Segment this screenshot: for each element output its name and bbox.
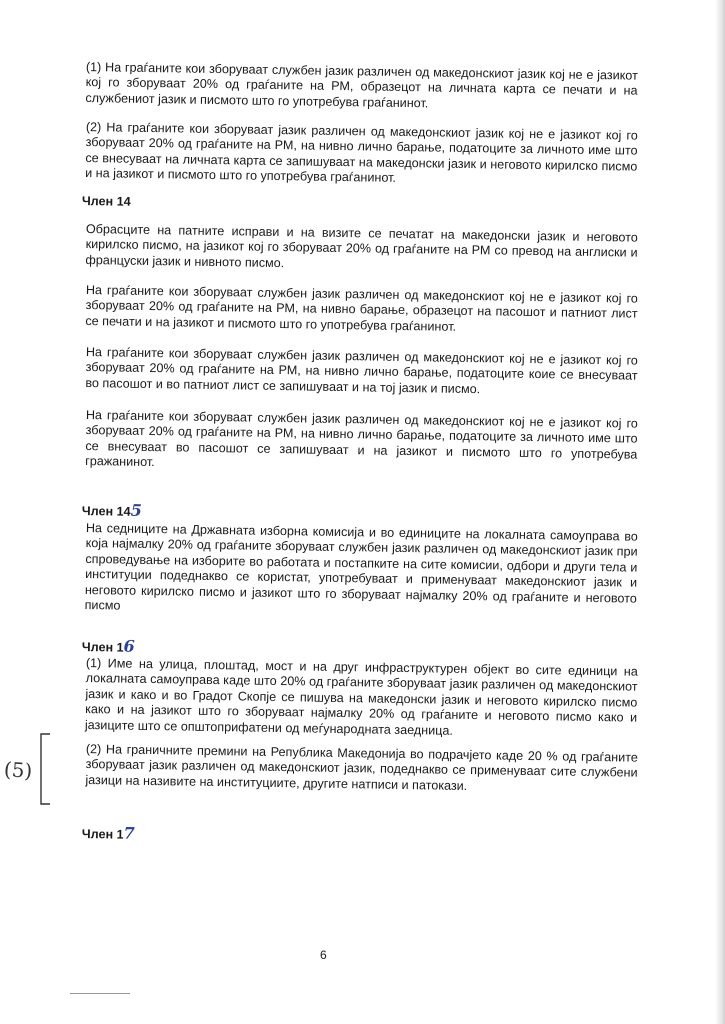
paragraph-election-commission: На седниците на Државната изборна комисија и во единиците на локалната самоуправа во која најмалку 20% од граѓаните зборуваат службен јазик различен од македонскиот јазик при спроведување на изборите во работата и постапките на сите комисии, одбори и други тела и институции подеднакво се користат, употребуваат и применуваат македонскиот јазик и неговото кирилско писмо и јазикот што го зборуваат најмалку 20% од граѓаните и неговото писмо (84, 521, 638, 613)
paragraph-passport-print: На граѓаните кои зборуваат службен јазик различен од македонскиот кој не е јазикот кој го зборуваат 20% од граѓаните на РМ, на нивно барање, образецот на пасошот и патниот лист се печати и на јазикот и писмото што го употребува граѓанинот. (85, 283, 638, 334)
paragraph-passport-name: На граѓаните кои зборуваат службен јазик различен од македонскиот кој не е јазикот кој го зборуваат 20% од граѓаните на РМ, на нивно лично барање, податоците за личното име што се внесуваат во пасошот се запишуваат и на јазикот и писмото што го употребува гражанинот. (85, 408, 638, 470)
handwritten-correction: 5 (130, 500, 142, 520)
handwritten-correction: 7 (123, 823, 135, 843)
heading-article-17: Член 17 (81, 823, 135, 843)
heading-article-15: Член 145 (81, 500, 142, 520)
paragraph-border-crossings: (2) На граничните премини на Република Македонија во подрачјето каде 20 % од граѓаните зборуваат јазик различен од македонскиот јазик, подеднакво се применуваат сите службени јазици на називите на институциите, другите натписи и патокази. (85, 742, 638, 793)
heading-article-14: Член 14 (81, 194, 131, 209)
margin-bracket (38, 732, 52, 806)
scan-artifact-line (70, 993, 130, 994)
paragraph-passport-forms: Обрасците на патните исправи и на визите се печатат на македонски јазик и неговото кирилско писмо, на јазикот кој го зборуваат 20% од граѓаните на РМ со превод на англиски и француски јазик и нивното писмо. (85, 222, 638, 270)
paragraph-id-card-1: (1) На граѓаните кои зборуваат службен јазик различен од македонскиот јазик кој не е јазикот кој го зборуваат 20% од граѓаните на РМ, образецот на личната карта се печати и на службениот јазик и писмото што го употребува граѓанинот. (85, 60, 638, 111)
scan-edge-shadow (715, 0, 725, 1024)
paragraph-street-names: (1) Име на улица, плоштад, мост и на друг инфраструктурен објект во сите единици на локалната самоуправа каде што 20% од граѓаните зборуваат јазик различен од македонскиот јазик и како и во Градот Скопје се пишува на македонски јазик и неговото кирилско писмо како и на јазикот што го зборуваат најмалку 20% од граѓаните и неговото писмо како и јазиците што се општоприфатени од меѓународната заедница. (84, 656, 638, 738)
page-number: 6 (320, 948, 327, 962)
handwritten-correction: 6 (123, 636, 135, 656)
handwritten-margin-note: (5) (3, 757, 34, 783)
paragraph-id-card-2: (2) На граѓаните кои зборуваат јазик различен од македонскиот јазик кој не е јазикот кој го зборуваат 20% од граѓаните на РМ, на нивно лично барање, податоците за личното име што се внесуваат на личната карта се запишуваат на македонски јазик и неговото кирилско писмо и на јазикот и писмото што го употребува граѓанинот. (85, 120, 638, 186)
heading-article-16: Член 16 (81, 636, 135, 656)
paragraph-passport-data: На граѓаните кои зборуваат службен јазик различен од македонскиот кој не е јазикот кој го зборуваат 20% од граѓаните на РМ, на нивно лично барање, податоците коие се внесуваат во пасошот и во патниот лист се запишуваат и на тој јазик и писмо. (85, 345, 638, 397)
